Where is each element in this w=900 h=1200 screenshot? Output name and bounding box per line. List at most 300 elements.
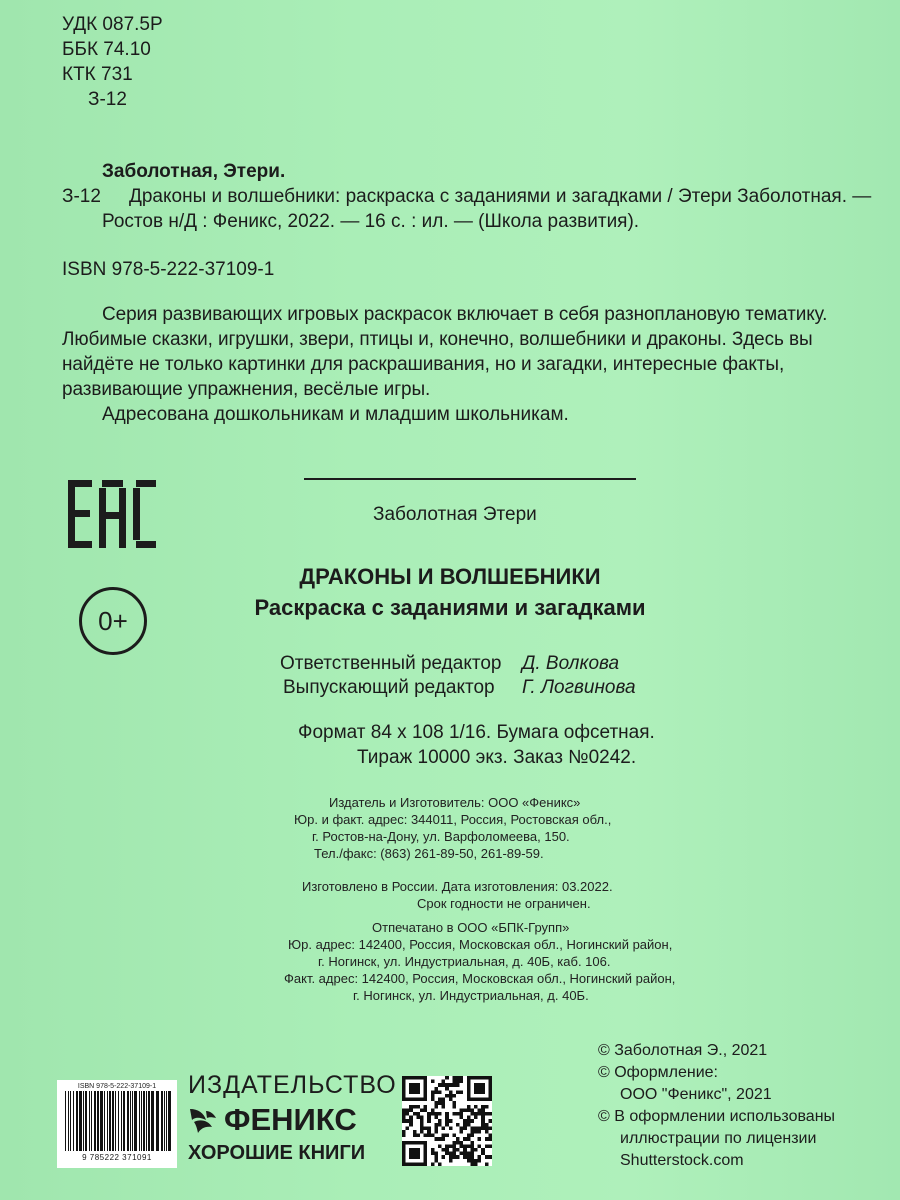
editor-role-2: Выпускающий редактор: [283, 677, 495, 698]
qr-module: [474, 1126, 478, 1130]
author-mark: З-12: [88, 89, 127, 110]
qr-module: [413, 1112, 417, 1116]
qr-module: [488, 1137, 492, 1141]
qr-module: [442, 1126, 446, 1130]
publisher-line-3: г. Ростов-на-Дону, ул. Варфоломеева, 150.: [312, 829, 570, 844]
qr-module: [474, 1162, 478, 1166]
qr-module: [445, 1148, 449, 1152]
qr-module: [478, 1126, 482, 1130]
qr-module: [427, 1130, 431, 1134]
qr-module: [452, 1101, 456, 1105]
qr-module: [470, 1130, 474, 1134]
qr-module: [434, 1116, 438, 1120]
barcode-bar: [156, 1091, 159, 1151]
qr-module: [456, 1080, 460, 1084]
qr-module: [456, 1083, 460, 1087]
qr-module: [402, 1108, 406, 1112]
qr-module: [463, 1119, 467, 1123]
qr-module: [438, 1119, 442, 1123]
qr-module: [452, 1094, 456, 1098]
barcode-icon: [61, 1091, 173, 1153]
qr-module: [452, 1105, 456, 1109]
qr-module: [427, 1112, 431, 1116]
qr-module: [420, 1123, 424, 1127]
bib-author: Заболотная, Этери.: [102, 161, 286, 182]
qr-module: [460, 1080, 464, 1084]
qr-module: [481, 1112, 485, 1116]
barcode-bar: [107, 1091, 108, 1151]
qr-module: [488, 1126, 492, 1130]
qr-module: [481, 1148, 485, 1152]
qr-module: [481, 1119, 485, 1123]
qr-module: [485, 1155, 489, 1159]
qr-module: [470, 1155, 474, 1159]
qr-module: [474, 1148, 478, 1152]
qr-module: [485, 1123, 489, 1127]
editor-name-1: Д. Волкова: [522, 653, 620, 674]
qr-module: [438, 1123, 442, 1127]
qr-module: [434, 1101, 438, 1105]
barcode-bar: [151, 1091, 154, 1151]
qr-module: [488, 1144, 492, 1148]
qr-module: [460, 1152, 464, 1156]
barcode-bar: [115, 1091, 116, 1151]
qr-module: [406, 1108, 410, 1112]
qr-module: [460, 1112, 464, 1116]
qr-module: [402, 1134, 406, 1138]
qr-module: [434, 1137, 438, 1141]
udk-code: УДК 087.5Р: [62, 14, 163, 35]
qr-module: [431, 1152, 435, 1156]
qr-module: [470, 1162, 474, 1166]
qr-module: [431, 1108, 435, 1112]
barcode-bar: [65, 1091, 66, 1151]
qr-module: [470, 1148, 474, 1152]
qr-module: [431, 1080, 435, 1084]
copyright-line-2: © Оформление:: [598, 1064, 718, 1081]
qr-module: [456, 1112, 460, 1116]
qr-module: [406, 1112, 410, 1116]
qr-module: [449, 1119, 453, 1123]
barcode-bar: [132, 1091, 133, 1151]
qr-module: [488, 1134, 492, 1138]
bib-line-1: Драконы и волшебники: раскраска с заданиями и загадками / Этери Заболотная. —: [129, 186, 872, 207]
qr-module: [467, 1123, 471, 1127]
publisher-logo-line-3: ХОРОШИЕ КНИГИ: [188, 1142, 366, 1164]
qr-module: [442, 1080, 446, 1084]
qr-module: [463, 1137, 467, 1141]
bib-mark: З-12: [62, 186, 101, 207]
qr-module: [463, 1144, 467, 1148]
barcode-isbn: ISBN 978-5-222-37109-1: [77, 1083, 157, 1090]
qr-module: [431, 1112, 435, 1116]
barcode-bar: [143, 1091, 145, 1151]
made-line-1: Изготовлено в России. Дата изготовления: 03.2022.: [302, 879, 613, 894]
qr-module: [478, 1112, 482, 1116]
qr-module: [431, 1134, 435, 1138]
qr-module: [474, 1105, 478, 1109]
barcode-bar: [70, 1091, 71, 1151]
qr-module: [431, 1090, 435, 1094]
qr-module: [478, 1137, 482, 1141]
qr-module: [442, 1155, 446, 1159]
qr-module: [467, 1116, 471, 1120]
publisher-logo-line-1: ИЗДАТЕЛЬСТВО: [188, 1071, 397, 1099]
barcode-bar: [94, 1091, 96, 1151]
qr-module: [449, 1094, 453, 1098]
qr-module: [452, 1155, 456, 1159]
qr-module: [460, 1108, 464, 1112]
divider-line: [304, 478, 636, 480]
qr-module: [445, 1119, 449, 1123]
qr-module: [470, 1141, 474, 1145]
qr-module: [445, 1087, 449, 1091]
qr-module: [467, 1119, 471, 1123]
eac-mark-icon: [66, 480, 158, 548]
barcode-bar: [146, 1091, 147, 1151]
qr-module: [470, 1112, 474, 1116]
publisher-line-4: Тел./факс: (863) 261-89-50, 261-89-59.: [314, 846, 544, 861]
qr-module: [409, 1123, 413, 1127]
qr-module: [452, 1141, 456, 1145]
qr-module: [431, 1098, 435, 1102]
qr-module: [474, 1130, 478, 1134]
publisher-logo-name-row: [188, 1100, 393, 1140]
format-line-2: Тираж 10000 экз. Заказ №0242.: [357, 747, 637, 768]
qr-module: [413, 1105, 417, 1109]
qr-module: [442, 1098, 446, 1102]
barcode-bar: [79, 1091, 82, 1151]
copyright-block: [598, 1040, 835, 1172]
qr-module: [431, 1094, 435, 1098]
qr-module: [434, 1159, 438, 1163]
qr-module: [445, 1112, 449, 1116]
qr-module: [442, 1134, 446, 1138]
qr-module: [485, 1162, 489, 1166]
qr-module: [406, 1126, 410, 1130]
copyright-line-5: иллюстрации по лицензии: [620, 1130, 817, 1147]
barcode-bar: [112, 1091, 114, 1151]
qr-module: [449, 1083, 453, 1087]
qr-module: [463, 1126, 467, 1130]
qr-module: [452, 1144, 456, 1148]
qr-module: [485, 1144, 489, 1148]
publisher-line-1: Издатель и Изготовитель: ООО «Феникс»: [329, 795, 581, 810]
qr-module: [449, 1152, 453, 1156]
qr-module: [467, 1155, 471, 1159]
qr-module: [402, 1119, 406, 1123]
qr-module: [467, 1105, 471, 1109]
editor-name-2: Г. Логвинова: [522, 677, 636, 698]
qr-module: [481, 1126, 485, 1130]
qr-module: [449, 1098, 453, 1102]
qr-module: [470, 1159, 474, 1163]
qr-module: [452, 1152, 456, 1156]
annotation-paragraph-1: Серия развивающих игровых раскрасок включает в себя разноплановую тематику. Любимые сказки, игрушки, звери, птицы и, конечно, волшебники и драконы. Здесь вы найдёте не только картинки для раскрашивания, но и загадки, интересные факты, развивающие упражнения, весёлые игры.: [62, 304, 828, 400]
qr-module: [467, 1108, 471, 1112]
book-title: ДРАКОНЫ И ВОЛШЕБНИКИ: [299, 564, 601, 589]
publisher-line-2: Юр. и факт. адрес: 344011, Россия, Ростовская обл.,: [294, 812, 612, 827]
barcode-bar: [89, 1091, 90, 1151]
qr-module: [438, 1098, 442, 1102]
qr-module: [402, 1116, 406, 1120]
qr-module: [409, 1116, 413, 1120]
qr-module: [434, 1126, 438, 1130]
qr-module: [474, 1083, 485, 1094]
qr-module: [431, 1148, 435, 1152]
qr-module: [474, 1116, 478, 1120]
qr-module: [438, 1137, 442, 1141]
barcode-bar: [164, 1091, 165, 1151]
qr-module: [463, 1148, 467, 1152]
qr-module: [463, 1123, 467, 1127]
qr-module: [474, 1112, 478, 1116]
qr-module: [416, 1105, 420, 1109]
qr-module: [488, 1112, 492, 1116]
qr-module: [460, 1076, 464, 1080]
qr-code-icon: [402, 1076, 492, 1166]
annotation-paragraph-2: Адресована дошкольникам и младшим школьникам.: [102, 404, 569, 425]
qr-module: [452, 1083, 456, 1087]
barcode-bar: [127, 1091, 129, 1151]
barcode-bar: [139, 1091, 140, 1151]
qr-module: [420, 1119, 424, 1123]
publisher-logo-line-2: ФЕНИКС: [224, 1102, 357, 1137]
qr-module: [442, 1105, 446, 1109]
qr-module: [452, 1134, 456, 1138]
barcode-bar: [168, 1091, 171, 1151]
qr-module: [445, 1094, 449, 1098]
bbk-code: ББК 74.10: [62, 39, 151, 60]
qr-module: [485, 1137, 489, 1141]
qr-module: [416, 1112, 420, 1116]
imprint-author: Заболотная Этери: [373, 504, 537, 525]
qr-module: [424, 1126, 428, 1130]
qr-module: [438, 1083, 442, 1087]
qr-module: [478, 1155, 482, 1159]
qr-module: [481, 1152, 485, 1156]
qr-module: [467, 1137, 471, 1141]
qr-module: [449, 1159, 453, 1163]
qr-module: [445, 1116, 449, 1120]
qr-module: [445, 1076, 449, 1080]
qr-module: [452, 1112, 456, 1116]
publisher-logo: [188, 1070, 397, 1166]
copyright-line-3: ООО "Феникс", 2021: [620, 1086, 772, 1103]
qr-module: [452, 1080, 456, 1084]
qr-module: [463, 1108, 467, 1112]
qr-module: [442, 1148, 446, 1152]
qr-module: [452, 1076, 456, 1080]
printer-line-1: Отпечатано в ООО «БПК-Групп»: [372, 920, 570, 935]
qr-module: [485, 1130, 489, 1134]
barcode-bar: [100, 1091, 103, 1151]
qr-module: [488, 1119, 492, 1123]
qr-module: [485, 1105, 489, 1109]
qr-module: [427, 1126, 431, 1130]
barcode-bar: [121, 1091, 122, 1151]
qr-module: [481, 1123, 485, 1127]
qr-module: [427, 1116, 431, 1120]
copyright-line-4: © В оформлении использованы: [598, 1108, 836, 1125]
qr-module: [434, 1090, 438, 1094]
qr-module: [434, 1112, 438, 1116]
qr-module: [456, 1141, 460, 1145]
qr-module: [434, 1123, 438, 1127]
qr-module: [445, 1144, 449, 1148]
qr-module: [434, 1087, 438, 1091]
annotation: [62, 302, 842, 427]
qr-module: [470, 1126, 474, 1130]
qr-module: [452, 1148, 456, 1152]
qr-module: [485, 1126, 489, 1130]
barcode-bar: [73, 1091, 74, 1151]
copyright-line-6: Shutterstock.com: [620, 1152, 744, 1169]
qr-module: [456, 1155, 460, 1159]
qr-module: [460, 1116, 464, 1120]
qr-module: [467, 1152, 471, 1156]
barcode-bar: [118, 1091, 119, 1151]
barcode-bar: [68, 1091, 69, 1151]
qr-module: [481, 1108, 485, 1112]
qr-module: [431, 1162, 435, 1166]
qr-module: [449, 1155, 453, 1159]
isbn: ISBN 978-5-222-37109-1: [62, 259, 275, 280]
qr-module: [449, 1090, 453, 1094]
qr-module: [424, 1134, 428, 1138]
barcode-bar: [166, 1091, 167, 1151]
qr-module: [456, 1076, 460, 1080]
barcode-bar: [109, 1091, 111, 1151]
qr-module: [438, 1090, 442, 1094]
barcode-digits: 9 785222 371091: [82, 1153, 152, 1162]
editor-role-1: Ответственный редактор: [280, 653, 502, 674]
printer-line-5: г. Ногинск, ул. Индустриальная, д. 40Б.: [353, 988, 589, 1003]
barcode-bar: [148, 1091, 150, 1151]
qr-module: [445, 1123, 449, 1127]
qr-module: [420, 1126, 424, 1130]
qr-module: [424, 1108, 428, 1112]
barcode-bar: [134, 1091, 137, 1151]
qr-module: [434, 1152, 438, 1156]
qr-module: [434, 1105, 438, 1109]
qr-module: [409, 1105, 413, 1109]
qr-module: [413, 1134, 417, 1138]
qr-module: [427, 1119, 431, 1123]
printer-line-2: Юр. адрес: 142400, Россия, Московская обл., Ногинский район,: [288, 937, 673, 952]
qr-module: [409, 1119, 413, 1123]
qr-module: [470, 1119, 474, 1123]
qr-module: [470, 1144, 474, 1148]
qr-module: [409, 1108, 413, 1112]
format-line-1: Формат 84 х 108 1/16. Бумага офсетная.: [298, 722, 655, 743]
printer-line-4: Факт. адрес: 142400, Россия, Московская обл., Ногинский район,: [284, 971, 676, 986]
qr-module: [402, 1130, 406, 1134]
barcode-bar: [123, 1091, 125, 1151]
printer-line-3: г. Ногинск, ул. Индустриальная, д. 40Б, каб. 106.: [318, 954, 611, 969]
qr-module: [467, 1144, 471, 1148]
qr-module: [420, 1116, 424, 1120]
qr-module: [445, 1152, 449, 1156]
qr-module: [467, 1134, 471, 1138]
qr-module: [485, 1112, 489, 1116]
qr-module: [456, 1148, 460, 1152]
qr-module: [478, 1130, 482, 1134]
qr-module: [460, 1144, 464, 1148]
qr-module: [438, 1144, 442, 1148]
qr-module: [445, 1134, 449, 1138]
barcode: [57, 1080, 177, 1168]
qr-module: [488, 1155, 492, 1159]
qr-module: [463, 1155, 467, 1159]
qr-module: [456, 1137, 460, 1141]
qr-module: [409, 1083, 420, 1094]
qr-module: [420, 1108, 424, 1112]
qr-module: [481, 1116, 485, 1120]
qr-module: [442, 1137, 446, 1141]
qr-module: [460, 1126, 464, 1130]
qr-module: [456, 1123, 460, 1127]
qr-module: [470, 1152, 474, 1156]
qr-module: [438, 1162, 442, 1166]
qr-module: [434, 1130, 438, 1134]
qr-module: [438, 1112, 442, 1116]
copyright-line-1: © Заболотная Э., 2021: [598, 1042, 768, 1059]
age-rating-badge: 0+: [79, 587, 147, 655]
qr-module: [463, 1152, 467, 1156]
qr-module: [406, 1119, 410, 1123]
barcode-bar: [76, 1091, 78, 1151]
barcode-bar: [97, 1091, 99, 1151]
barcode-bar: [104, 1091, 105, 1151]
qr-module: [427, 1134, 431, 1138]
phoenix-logo-icon: [188, 1105, 218, 1135]
qr-module: [460, 1130, 464, 1134]
qr-module: [402, 1112, 406, 1116]
barcode-bar: [130, 1091, 131, 1151]
qr-module: [416, 1134, 420, 1138]
qr-module: [478, 1159, 482, 1163]
barcode-bar: [141, 1091, 142, 1151]
qr-module: [442, 1101, 446, 1105]
qr-module: [460, 1090, 464, 1094]
qr-module: [442, 1083, 446, 1087]
book-subtitle: Раскраска с заданиями и загадками: [254, 595, 646, 620]
bib-line-2: Ростов н/Д : Феникс, 2022. — 16 с. : ил. — (Школа развития).: [102, 211, 640, 232]
barcode-bar: [83, 1091, 84, 1151]
qr-module: [481, 1105, 485, 1109]
qr-module: [478, 1144, 482, 1148]
qr-module: [456, 1090, 460, 1094]
qr-module: [467, 1159, 471, 1163]
barcode-bar: [85, 1091, 87, 1151]
qr-module: [470, 1108, 474, 1112]
qr-module: [409, 1148, 420, 1159]
made-line-2: Срок годности не ограничен.: [417, 896, 591, 911]
qr-module: [474, 1159, 478, 1163]
qr-module: [460, 1141, 464, 1145]
qr-module: [420, 1130, 424, 1134]
ktk-code: КТК 731: [62, 64, 133, 85]
qr-module: [416, 1116, 420, 1120]
barcode-bar: [91, 1091, 92, 1151]
qr-module: [445, 1083, 449, 1087]
qr-module: [438, 1101, 442, 1105]
qr-module: [478, 1108, 482, 1112]
qr-module: [449, 1144, 453, 1148]
qr-module: [470, 1134, 474, 1138]
qr-module: [449, 1126, 453, 1130]
